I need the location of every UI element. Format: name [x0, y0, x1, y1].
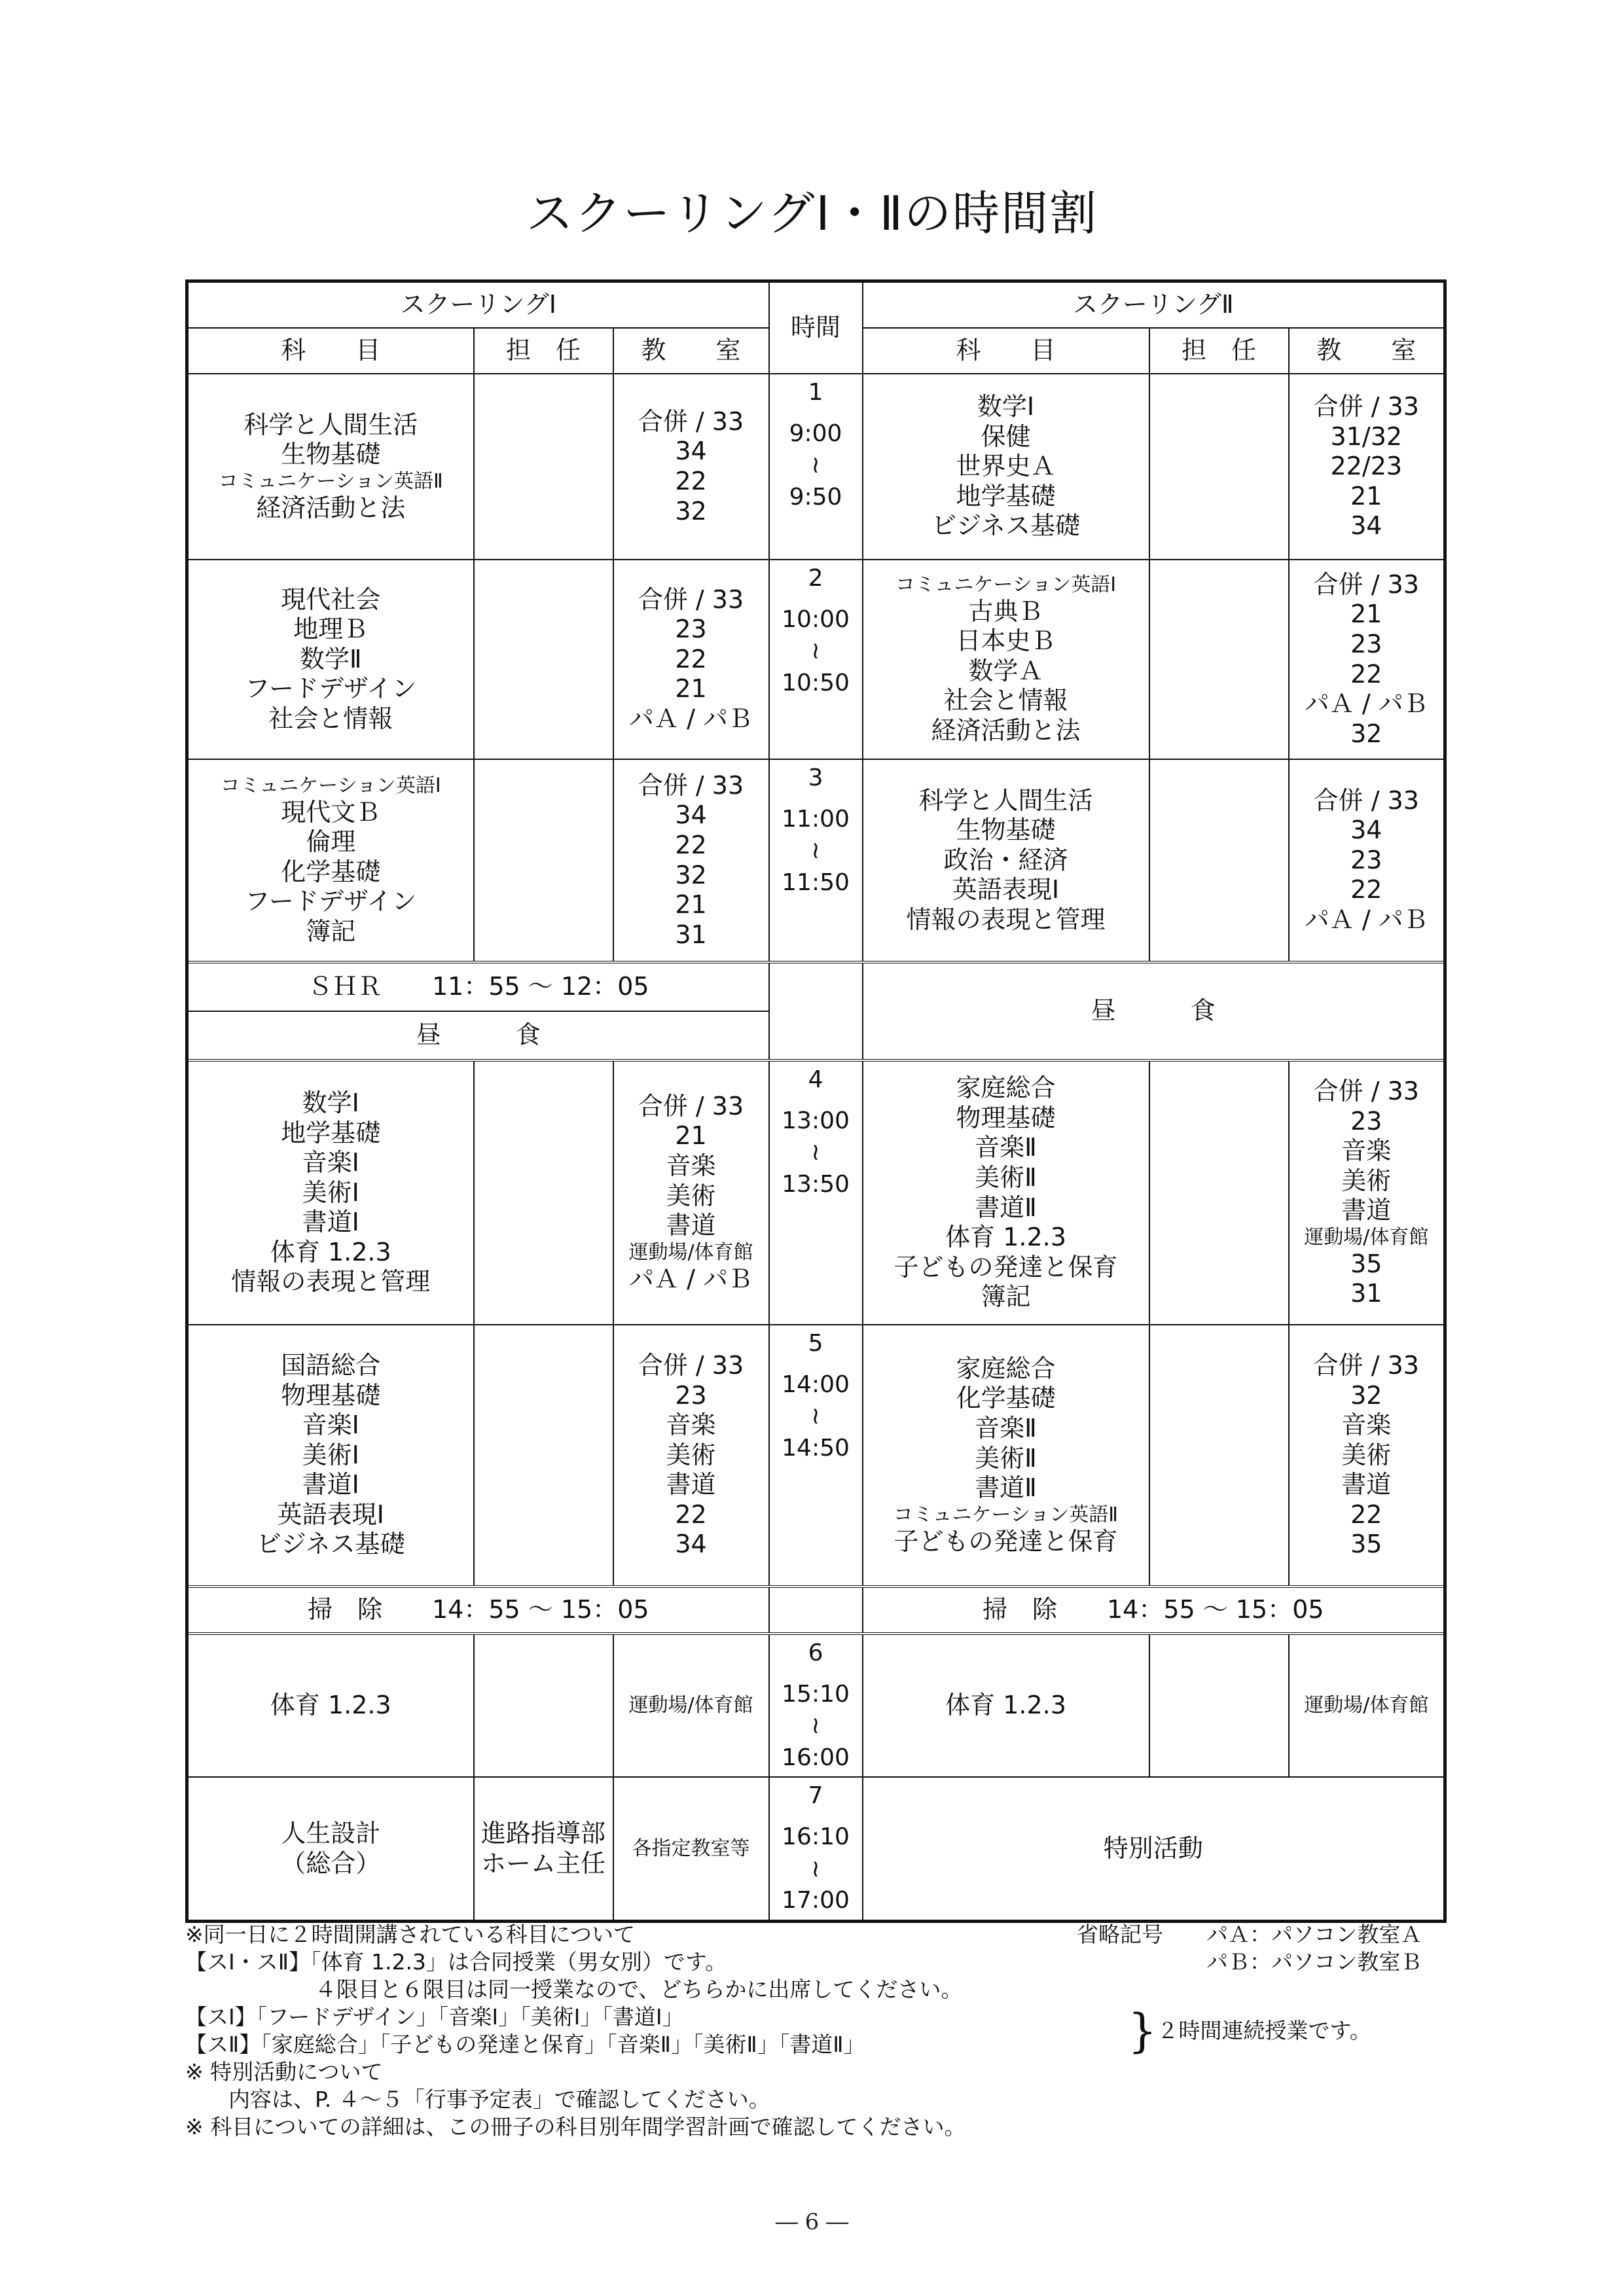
teacher-cell-s1: [474, 560, 613, 759]
cell-line: 音楽Ⅱ: [975, 1413, 1037, 1443]
cell-line: 34: [1350, 511, 1382, 541]
teacher-cell-s2: [1149, 374, 1289, 560]
cell-line: 地学基礎: [956, 481, 1056, 511]
cell-line: 倫理: [306, 827, 356, 857]
subjects-cell-s2: [863, 759, 1149, 962]
timetable: [185, 279, 1447, 1923]
cell-line: 22: [1350, 1499, 1382, 1529]
time-start: 15:10: [782, 1680, 850, 1708]
period-row: [187, 560, 1445, 759]
cell-line: 情報の表現と管理: [906, 905, 1106, 934]
cell-line: パＡ / パＢ: [1304, 905, 1428, 934]
time-end: 16:00: [782, 1744, 850, 1771]
time-cell: [769, 560, 863, 759]
subjects-cell-s1: [187, 1777, 474, 1921]
cell-line: 34: [675, 437, 707, 466]
time-cell: [769, 1325, 863, 1587]
subject-header: 科 目: [187, 328, 474, 374]
cell-line: 情報の表現と管理: [231, 1267, 431, 1297]
note-line: ４限目と６限目は同一授業なので、どちらかに出席してください。: [185, 1977, 963, 2002]
time-end: 13:50: [782, 1170, 850, 1198]
cell-line: 21: [675, 890, 707, 920]
cell-line: 22: [675, 644, 707, 673]
time-num: 1: [808, 379, 823, 406]
teacher-cell-s2: [1149, 1325, 1289, 1587]
cell-line: コミュニケーション英語Ⅰ: [895, 573, 1117, 596]
cell-line: 23: [1350, 1106, 1382, 1136]
lunch-cell-s2: [863, 962, 1445, 1060]
cell-line: 音楽: [1341, 1410, 1392, 1440]
cell-line: 書道Ⅰ: [302, 1470, 359, 1499]
cell-line: 音楽Ⅰ: [302, 1148, 359, 1177]
cell-line: 音楽: [1341, 1136, 1392, 1166]
cell-line: 22: [675, 830, 707, 859]
time-start: 11:00: [782, 805, 850, 833]
cell-line: 古典Ｂ: [968, 596, 1043, 626]
cell-line: 物理基礎: [281, 1380, 381, 1410]
time-end: 10:50: [782, 669, 850, 696]
cell-line: 運動場/体育館: [1304, 1694, 1429, 1717]
cell-line: 23: [675, 615, 707, 644]
room-header: 教 室: [613, 328, 769, 374]
subjects-cell-s1: [187, 1060, 474, 1325]
time-start: 13:00: [782, 1107, 850, 1134]
rooms-cell-s2: [1289, 1634, 1445, 1777]
teacher-cell-s1: [474, 759, 613, 962]
cell-line: 子どもの発達と保育: [893, 1252, 1118, 1282]
cell-line: 社会と情報: [943, 686, 1068, 715]
teacher-header: 担 任: [474, 328, 613, 374]
cell-line: 22: [1350, 659, 1382, 689]
cell-line: 美術Ⅰ: [302, 1177, 359, 1207]
cell-line: 簿記: [306, 916, 356, 946]
time-tilde: ≀: [811, 1855, 820, 1882]
cell-line: 書道: [666, 1211, 716, 1240]
cell-line: 34: [675, 1530, 707, 1559]
cell-line: 進路指導部: [480, 1818, 605, 1848]
cell-line: 美術Ⅱ: [975, 1162, 1037, 1192]
note-line: 【スⅠ・スⅡ】「体育 1.2.3」は合同授業（男女別）です。: [185, 1949, 727, 1975]
schooling-1-header: スクーリングⅠ: [187, 281, 769, 329]
abbreviation-item: パＢ：パソコン教室Ｂ: [1206, 1949, 1422, 1975]
cell-line: 21: [675, 1121, 707, 1151]
subjects-cell-s1: [187, 374, 474, 560]
cell-line: 合併 / 33: [1313, 1076, 1419, 1105]
cell-line: 体育 1.2.3: [270, 1237, 391, 1266]
subjects-cell-s2: [863, 560, 1149, 759]
teacher-cell-s2: [1149, 1060, 1289, 1325]
cell-line: 化学基礎: [281, 857, 381, 886]
cell-line: 書道Ⅰ: [302, 1208, 359, 1237]
subject-header: 科 目: [863, 328, 1149, 374]
cell-line: 32: [675, 860, 707, 889]
cell-line: 世界史Ａ: [956, 452, 1056, 481]
rooms-cell-s1: [613, 1060, 769, 1325]
time-tilde: ≀: [811, 1403, 820, 1430]
cell-line: 書道Ⅱ: [975, 1473, 1037, 1503]
cell-line: 各指定教室等: [632, 1837, 750, 1860]
cell-line: 美術: [1341, 1166, 1392, 1195]
cell-line: 書道Ⅱ: [975, 1193, 1037, 1222]
page-title: スクーリングⅠ・Ⅱの時間割: [526, 186, 1098, 241]
cell-line: 34: [1350, 816, 1382, 845]
cell-line: 23: [1350, 845, 1382, 874]
cell-line: 34: [675, 800, 707, 830]
room-header: 教 室: [1289, 328, 1445, 374]
cell-line: 現代文Ｂ: [281, 797, 381, 827]
shr-cell: ＳＨＲ 11：55 〜 12：05: [187, 962, 769, 1011]
cell-line: 美術: [1341, 1440, 1392, 1469]
cell-line: 日本史Ｂ: [956, 626, 1056, 656]
teacher-cell-s1: [474, 1634, 613, 1777]
time-num: 5: [808, 1330, 823, 1357]
time-blank-cell: [769, 1587, 863, 1634]
time-start: 9:00: [789, 420, 842, 447]
rooms-cell-s1: [613, 374, 769, 560]
cell-line: コミュニケーション英語Ⅰ: [220, 774, 441, 797]
cell-line: 数学Ａ: [968, 656, 1043, 685]
cell-line: 音楽: [666, 1410, 716, 1440]
time-end: 9:50: [789, 483, 842, 511]
teacher-header: 担 任: [1149, 328, 1289, 374]
cell-line: 合併 / 33: [638, 406, 744, 436]
cell-line: 31/32: [1330, 422, 1403, 451]
teacher-cell-s1: [474, 1777, 613, 1921]
cell-line: 合併 / 33: [638, 770, 744, 800]
time-num: 3: [808, 764, 823, 791]
cell-line: 合併 / 33: [638, 1091, 744, 1121]
schooling-2-header: スクーリングⅡ: [863, 281, 1445, 329]
rooms-cell-s1: [613, 560, 769, 759]
cell-line: ビジネス基礎: [256, 1530, 405, 1559]
cell-line: 経済活動と法: [931, 715, 1081, 745]
lunch-cell-s1: [187, 1011, 769, 1060]
period-row: [187, 759, 1445, 962]
time-tilde: ≀: [811, 1139, 820, 1166]
lunch-label: 昼 食: [1091, 996, 1216, 1026]
note-line: ※ 特別活動について: [185, 2059, 383, 2085]
teacher-cell-s2: [1149, 560, 1289, 759]
teacher-cell-s2: [1149, 759, 1289, 962]
rooms-cell-s2: [1289, 1325, 1445, 1587]
cell-line: コミュニケーション英語Ⅱ: [893, 1503, 1119, 1526]
subjects-cell-s1: [187, 560, 474, 759]
cell-line: 科学と人間生活: [244, 410, 418, 439]
cell-line: ビジネス基礎: [931, 511, 1080, 541]
cell-line: 21: [1350, 481, 1382, 511]
cell-line: （総合）: [281, 1848, 381, 1878]
time-tilde: ≀: [811, 637, 820, 665]
subjects-cell-s2: [863, 1325, 1149, 1587]
cell-line: 合併 / 33: [1313, 1350, 1419, 1380]
cell-line: フードデザイン: [245, 674, 417, 704]
cell-line: 音楽: [666, 1151, 716, 1180]
notes-section: [185, 1921, 1443, 2141]
note-line: ※同一日に２時間開講されている科目について: [185, 1922, 635, 1947]
cell-line: 書道: [1341, 1196, 1392, 1225]
time-blank-cell: [769, 962, 863, 1060]
cell-line: 35: [1350, 1249, 1382, 1278]
cell-line: 生物基礎: [281, 440, 381, 469]
rooms-cell-s2: [1289, 759, 1445, 962]
cell-line: 合併 / 33: [638, 1350, 744, 1380]
time-num: 7: [808, 1782, 823, 1810]
cell-line: 22: [675, 1499, 707, 1529]
cell-line: 子どもの発達と保育: [893, 1526, 1118, 1556]
cell-line: 合併 / 33: [1313, 392, 1419, 422]
cell-line: 国語総合: [281, 1350, 381, 1380]
time-num: 2: [808, 565, 823, 592]
period-row: [187, 1777, 1445, 1921]
cell-line: 地理Ｂ: [293, 615, 369, 644]
cell-line: 社会と情報: [268, 704, 393, 733]
time-end: 17:00: [782, 1887, 850, 1914]
note-line: ※ 科目についての詳細は、この冊子の科目別年間学習計画で確認してください。: [185, 2114, 966, 2140]
cell-line: 物理基礎: [956, 1103, 1056, 1132]
time-end: 11:50: [782, 869, 850, 896]
cell-line: 保健: [981, 422, 1031, 451]
time-start: 10:00: [782, 605, 850, 633]
cell-line: コミュニケーション英語Ⅱ: [218, 469, 443, 493]
rooms-cell-s1: [613, 759, 769, 962]
cell-line: 体育 1.2.3: [945, 1691, 1066, 1720]
cell-line: 35: [1350, 1530, 1382, 1559]
cell-line: 31: [675, 920, 707, 949]
cell-line: 科学と人間生活: [918, 785, 1093, 815]
subjects-cell-s1: [187, 759, 474, 962]
teacher-cell-s1: [474, 1325, 613, 1587]
cell-line: 化学基礎: [956, 1384, 1056, 1413]
cell-line: 地学基礎: [281, 1118, 381, 1147]
note-line: 【スⅡ】「家庭総合」「子どもの発達と保育」「音楽Ⅱ」「美術Ⅱ」「書道Ⅱ」: [185, 2032, 865, 2057]
cell-line: 32: [1350, 719, 1382, 748]
cleaning-cell-s1: 掃 除 14：55 〜 15：05: [187, 1587, 769, 1634]
cell-line: 美術: [666, 1440, 716, 1469]
cell-line: 合併 / 33: [638, 584, 744, 614]
cell-line: 運動場/体育館: [628, 1694, 753, 1717]
cell-line: 美術Ⅱ: [975, 1443, 1037, 1473]
time-start: 16:10: [782, 1823, 850, 1850]
cell-line: 数学Ⅱ: [299, 644, 362, 673]
rooms-cell-s1: [613, 1634, 769, 1777]
time-header: 時間: [769, 281, 863, 374]
teacher-cell-s1: [474, 374, 613, 560]
rooms-cell-s1: [613, 1325, 769, 1587]
cell-line: 英語表現Ⅰ: [277, 1499, 384, 1529]
special-activity-cell: 特別活動: [863, 1777, 1445, 1921]
cell-line: 21: [1350, 600, 1382, 629]
cell-line: 22/23: [1330, 452, 1403, 481]
subjects-cell-s2: [863, 1060, 1149, 1325]
cell-line: 体育 1.2.3: [945, 1223, 1066, 1252]
cell-line: ホーム主任: [480, 1848, 605, 1878]
subjects-cell-s1: [187, 1325, 474, 1587]
cell-line: 人生設計: [281, 1818, 381, 1848]
subjects-cell-s2: [863, 1634, 1149, 1777]
cell-line: 運動場/体育館: [628, 1240, 753, 1264]
cell-line: 音楽Ⅱ: [975, 1133, 1037, 1162]
subjects-cell-s1: [187, 1634, 474, 1777]
cell-line: 32: [1350, 1380, 1382, 1410]
cell-line: 美術Ⅰ: [302, 1440, 359, 1469]
cell-line: 政治・経済: [943, 845, 1068, 874]
abbreviation-label: 省略記号: [1077, 1922, 1163, 1947]
time-tilde: ≀: [811, 452, 820, 479]
time-cell: [769, 1634, 863, 1777]
cell-line: 21: [675, 674, 707, 704]
rooms-cell-s2: [1289, 374, 1445, 560]
time-tilde: ≀: [811, 1712, 820, 1740]
period-row: [187, 1634, 1445, 1777]
cell-line: 23: [675, 1380, 707, 1410]
cell-line: 22: [675, 467, 707, 495]
cell-line: 運動場/体育館: [1304, 1225, 1429, 1249]
time-num: 4: [808, 1066, 823, 1093]
cell-line: 家庭総合: [956, 1073, 1056, 1103]
cell-line: 家庭総合: [956, 1354, 1056, 1383]
time-cell: [769, 1060, 863, 1325]
cell-line: 音楽Ⅰ: [302, 1410, 359, 1440]
time-num: 6: [808, 1640, 823, 1666]
rooms-cell-s2: [1289, 560, 1445, 759]
period-row: [187, 1325, 1445, 1587]
cell-line: 31: [1350, 1279, 1382, 1308]
cell-line: 体育 1.2.3: [270, 1691, 391, 1720]
time-start: 14:00: [782, 1371, 850, 1398]
time-cell: [769, 374, 863, 560]
right-brace-icon: }: [1128, 2004, 1157, 2058]
note-line: 内容は、P. ４〜５「行事予定表」で確認してください。: [185, 2087, 770, 2112]
brace-group: [1128, 2003, 1371, 2058]
cell-line: パＡ / パＢ: [629, 1264, 753, 1293]
teacher-cell-s2: [1149, 1634, 1289, 1777]
period-row: [187, 374, 1445, 560]
time-tilde: ≀: [811, 837, 820, 865]
cell-line: 数学Ⅰ: [977, 392, 1035, 422]
cell-line: フードデザイン: [245, 887, 417, 916]
cell-line: 合併 / 33: [1313, 785, 1419, 815]
teacher-cell-s1: [474, 1060, 613, 1325]
cleaning-cell-s2: 掃 除 14：55 〜 15：05: [863, 1587, 1445, 1634]
cell-line: 23: [1350, 629, 1382, 658]
cell-line: パＡ / パＢ: [629, 704, 753, 733]
cell-line: 現代社会: [281, 584, 381, 614]
cell-line: 22: [1350, 875, 1382, 905]
period-row: [187, 1060, 1445, 1325]
page-number: ― 6 ―: [775, 2209, 849, 2235]
lunch-label: 昼 食: [416, 1020, 541, 1050]
cell-line: 生物基礎: [956, 816, 1056, 845]
rooms-cell-s2: [1289, 1060, 1445, 1325]
time-cell: [769, 1777, 863, 1921]
abbreviation-item: パＡ：パソコン教室Ａ: [1206, 1922, 1422, 1947]
cell-line: 書道: [666, 1470, 716, 1499]
note-line: 【スⅠ】「フードデザイン」「音楽Ⅰ」「美術Ⅰ」「書道Ⅰ」: [185, 2004, 684, 2030]
subjects-cell-s2: [863, 374, 1149, 560]
rooms-cell-s1: [613, 1777, 769, 1921]
cell-line: 経済活動と法: [256, 493, 406, 522]
cell-line: 32: [675, 496, 707, 526]
cell-line: 美術: [666, 1181, 716, 1210]
brace-note: ２時間連続授業です。: [1157, 2018, 1371, 2043]
cell-line: 数学Ⅰ: [302, 1088, 359, 1117]
cell-line: 英語表現Ⅰ: [952, 875, 1060, 905]
cell-line: 簿記: [981, 1282, 1031, 1312]
time-end: 14:50: [782, 1434, 850, 1462]
cell-line: 合併 / 33: [1313, 569, 1419, 599]
cell-line: パＡ / パＢ: [1304, 689, 1428, 719]
time-cell: [769, 759, 863, 962]
cell-line: 書道: [1341, 1470, 1392, 1499]
